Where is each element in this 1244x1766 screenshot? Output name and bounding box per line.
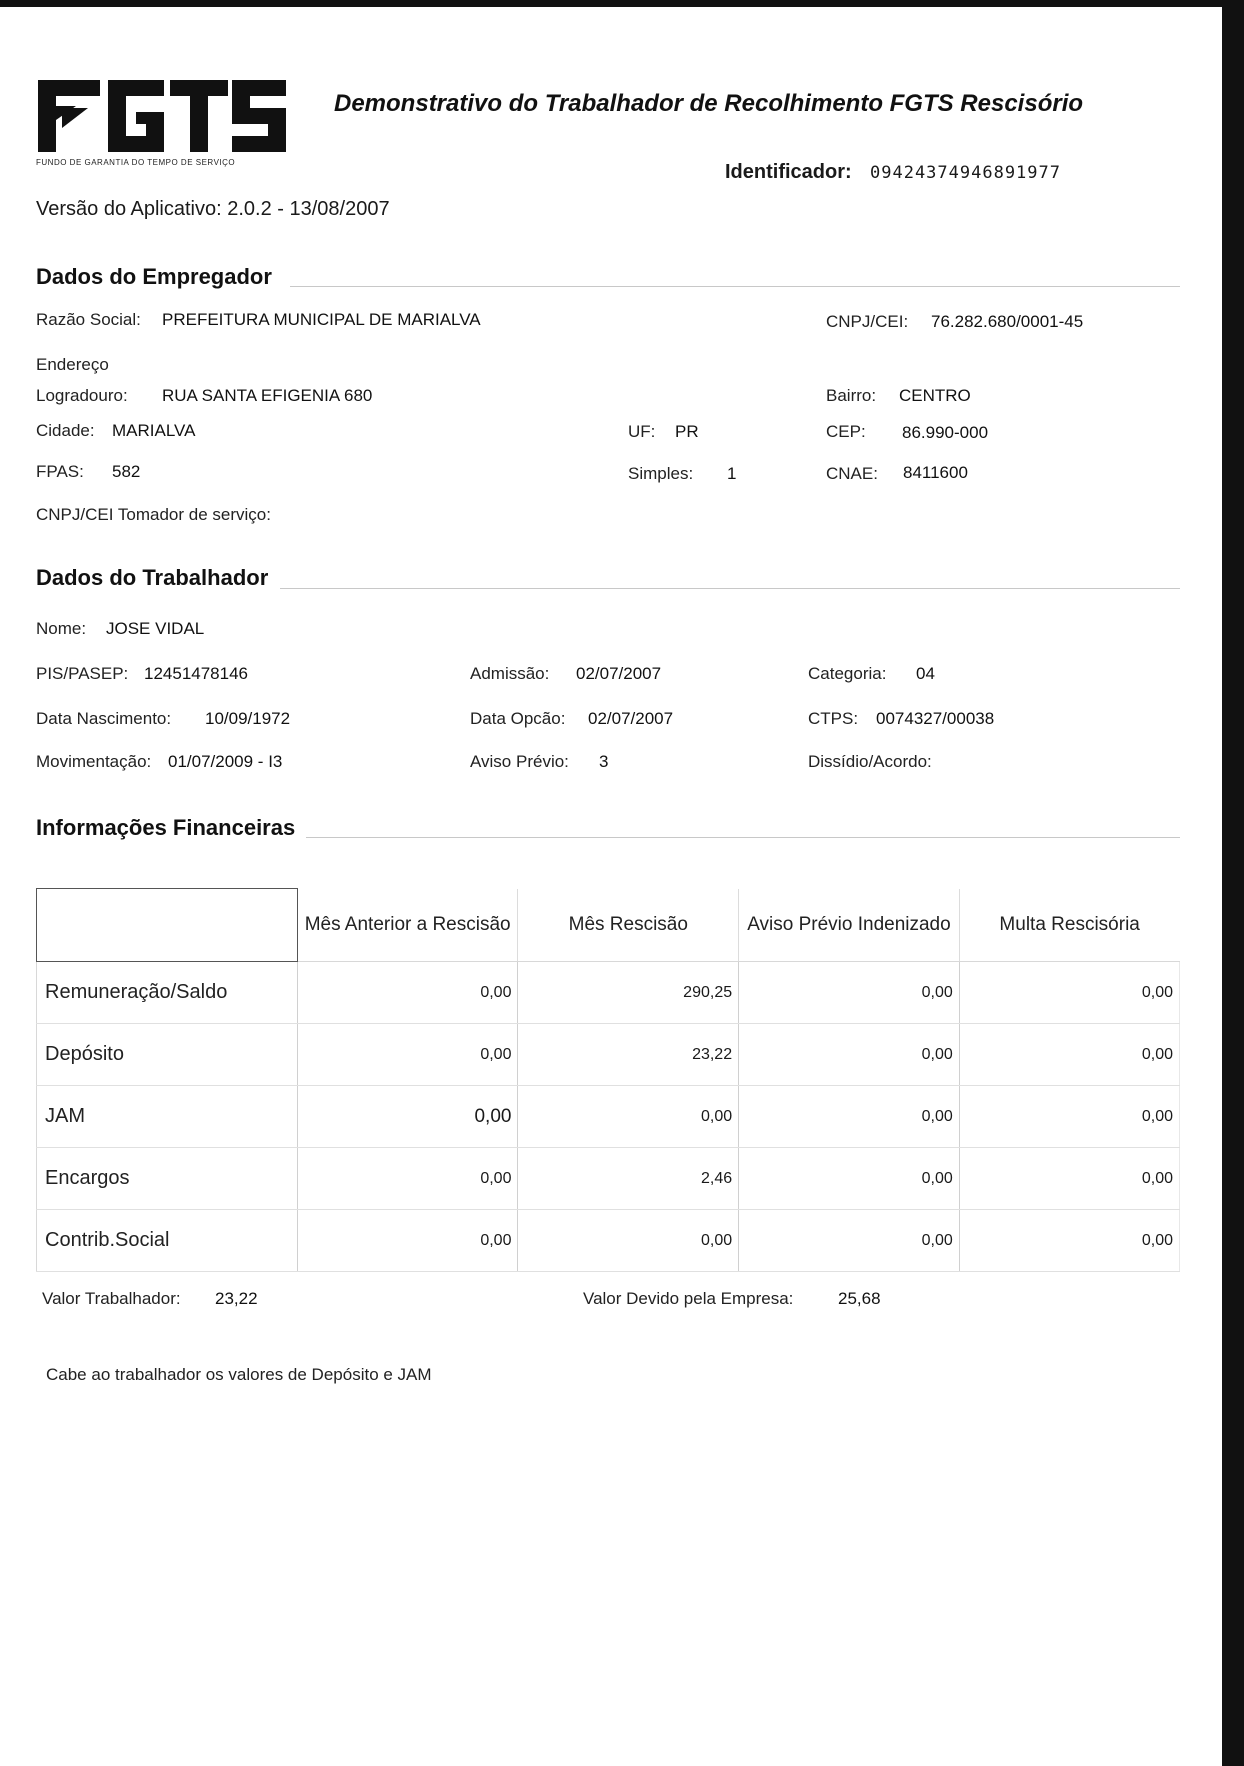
opcao-label: Data Opcão:	[470, 709, 566, 728]
bairro-label: Bairro:	[826, 386, 877, 405]
scan-top-edge	[0, 0, 1244, 7]
valor-trabalhador-label: Valor Trabalhador:	[42, 1289, 181, 1308]
table-corner-cell	[37, 889, 298, 962]
table-cell: 0,00	[518, 1210, 739, 1272]
table-cell: 0,00	[297, 1148, 518, 1210]
valor-empresa-value: 25,68	[838, 1289, 881, 1308]
razao-social-value: PREFEITURA MUNICIPAL DE MARIALVA	[162, 310, 481, 329]
table-cell: 0,00	[959, 962, 1179, 1024]
nome-value: JOSE VIDAL	[106, 619, 205, 638]
table-cell: 0,00	[518, 1086, 739, 1148]
table-cell: 0,00	[739, 962, 960, 1024]
table-cell: 0,00	[959, 1148, 1179, 1210]
cnpj-label: CNPJ/CEI:	[826, 312, 909, 331]
razao-social-label: Razão Social:	[36, 310, 141, 329]
cnpj-value: 76.282.680/0001-45	[931, 312, 1084, 331]
pis-label: PIS/PASEP:	[36, 664, 129, 683]
fgts-logo	[36, 78, 286, 154]
table-cell: 2,46	[518, 1148, 739, 1210]
table-row	[37, 1210, 1180, 1272]
valor-empresa-label: Valor Devido pela Empresa:	[583, 1289, 794, 1308]
movimentacao-label: Movimentação:	[36, 752, 152, 771]
table-header-row	[37, 889, 1180, 962]
scan-right-edge	[1222, 0, 1244, 1766]
cep-value: 86.990-000	[902, 423, 989, 442]
movimentacao-value: 01/07/2009 - I3	[168, 752, 283, 771]
column-header: Mês Rescisão	[518, 889, 739, 962]
identificador-label: Identificador:	[725, 161, 852, 183]
nascimento-label: Data Nascimento:	[36, 709, 172, 728]
identificador-value: 09424374946891977	[870, 163, 1061, 183]
row-label: JAM	[37, 1086, 298, 1148]
aviso-previo-label: Aviso Prévio:	[470, 752, 569, 771]
cidade-value: MARIALVA	[112, 421, 196, 440]
fpas-label: FPAS:	[36, 462, 84, 481]
trabalhador-note: Cabe ao trabalhador os valores de Depósito e JAM	[46, 1365, 432, 1384]
table-cell: 0,00	[739, 1148, 960, 1210]
uf-label: UF:	[628, 422, 656, 441]
table-cell: 0,00	[297, 1086, 518, 1148]
aviso-previo-value: 3	[599, 752, 609, 771]
row-label: Remuneração/Saldo	[37, 962, 298, 1024]
table-cell: 0,00	[297, 1210, 518, 1272]
nome-label: Nome:	[36, 619, 87, 638]
bairro-value: CENTRO	[899, 386, 971, 405]
row-label: Depósito	[37, 1024, 298, 1086]
section-trabalhador: Dados do Trabalhador	[36, 565, 269, 590]
tomador-label: CNPJ/CEI Tomador de serviço:	[36, 505, 271, 524]
section-divider	[306, 837, 1180, 838]
table-cell: 23,22	[518, 1024, 739, 1086]
table-row	[37, 1148, 1180, 1210]
row-label: Encargos	[37, 1148, 298, 1210]
admissao-label: Admissão:	[470, 664, 550, 683]
admissao-value: 02/07/2007	[576, 664, 662, 683]
dissidio-label: Dissídio/Acordo:	[808, 752, 932, 771]
column-header: Mês Anterior a Rescisão	[297, 889, 518, 962]
table-cell: 0,00	[959, 1024, 1179, 1086]
section-divider	[290, 286, 1180, 287]
pis-value: 12451478146	[144, 664, 249, 683]
logradouro-value: RUA SANTA EFIGENIA 680	[162, 386, 373, 405]
table-cell: 290,25	[518, 962, 739, 1024]
ctps-value: 0074327/00038	[876, 709, 995, 728]
cnae-value: 8411600	[903, 463, 968, 482]
categoria-value: 04	[916, 664, 935, 683]
table-row	[37, 962, 1180, 1024]
table-cell: 0,00	[297, 962, 518, 1024]
categoria-label: Categoria:	[808, 664, 887, 683]
table-cell: 0,00	[959, 1086, 1179, 1148]
table-cell: 0,00	[739, 1024, 960, 1086]
table-row	[37, 1086, 1180, 1148]
fpas-value: 582	[112, 462, 141, 481]
ctps-label: CTPS:	[808, 709, 859, 728]
table-row	[37, 1024, 1180, 1086]
cidade-label: Cidade:	[36, 421, 95, 440]
nascimento-value: 10/09/1972	[205, 709, 291, 728]
row-label: Contrib.Social	[37, 1210, 298, 1272]
section-divider	[280, 588, 1180, 589]
column-header: Aviso Prévio Indenizado	[739, 889, 960, 962]
opcao-value: 02/07/2007	[588, 709, 674, 728]
logo-subtitle: FUNDO DE GARANTIA DO TEMPO DE SERVIÇO	[36, 158, 236, 167]
simples-value: 1	[727, 464, 737, 483]
table-cell: 0,00	[739, 1086, 960, 1148]
logradouro-label: Logradouro:	[36, 386, 128, 405]
section-financeiro: Informações Financeiras	[36, 815, 296, 840]
document-title: Demonstrativo do Trabalhador de Recolhimento FGTS Rescisório	[334, 90, 1084, 117]
section-empregador: Dados do Empregador	[36, 264, 272, 289]
simples-label: Simples:	[628, 464, 694, 483]
column-header: Multa Rescisória	[959, 889, 1179, 962]
cnae-label: CNAE:	[826, 464, 878, 483]
app-version: Versão do Aplicativo: 2.0.2 - 13/08/2007	[36, 198, 390, 220]
table-cell: 0,00	[739, 1210, 960, 1272]
table-cell: 0,00	[297, 1024, 518, 1086]
table-cell: 0,00	[959, 1210, 1179, 1272]
uf-value: PR	[675, 422, 699, 441]
cep-label: CEP:	[826, 422, 866, 441]
financial-table	[36, 888, 1180, 1272]
endereco-label: Endereço	[36, 355, 109, 374]
valor-trabalhador-value: 23,22	[215, 1289, 258, 1308]
